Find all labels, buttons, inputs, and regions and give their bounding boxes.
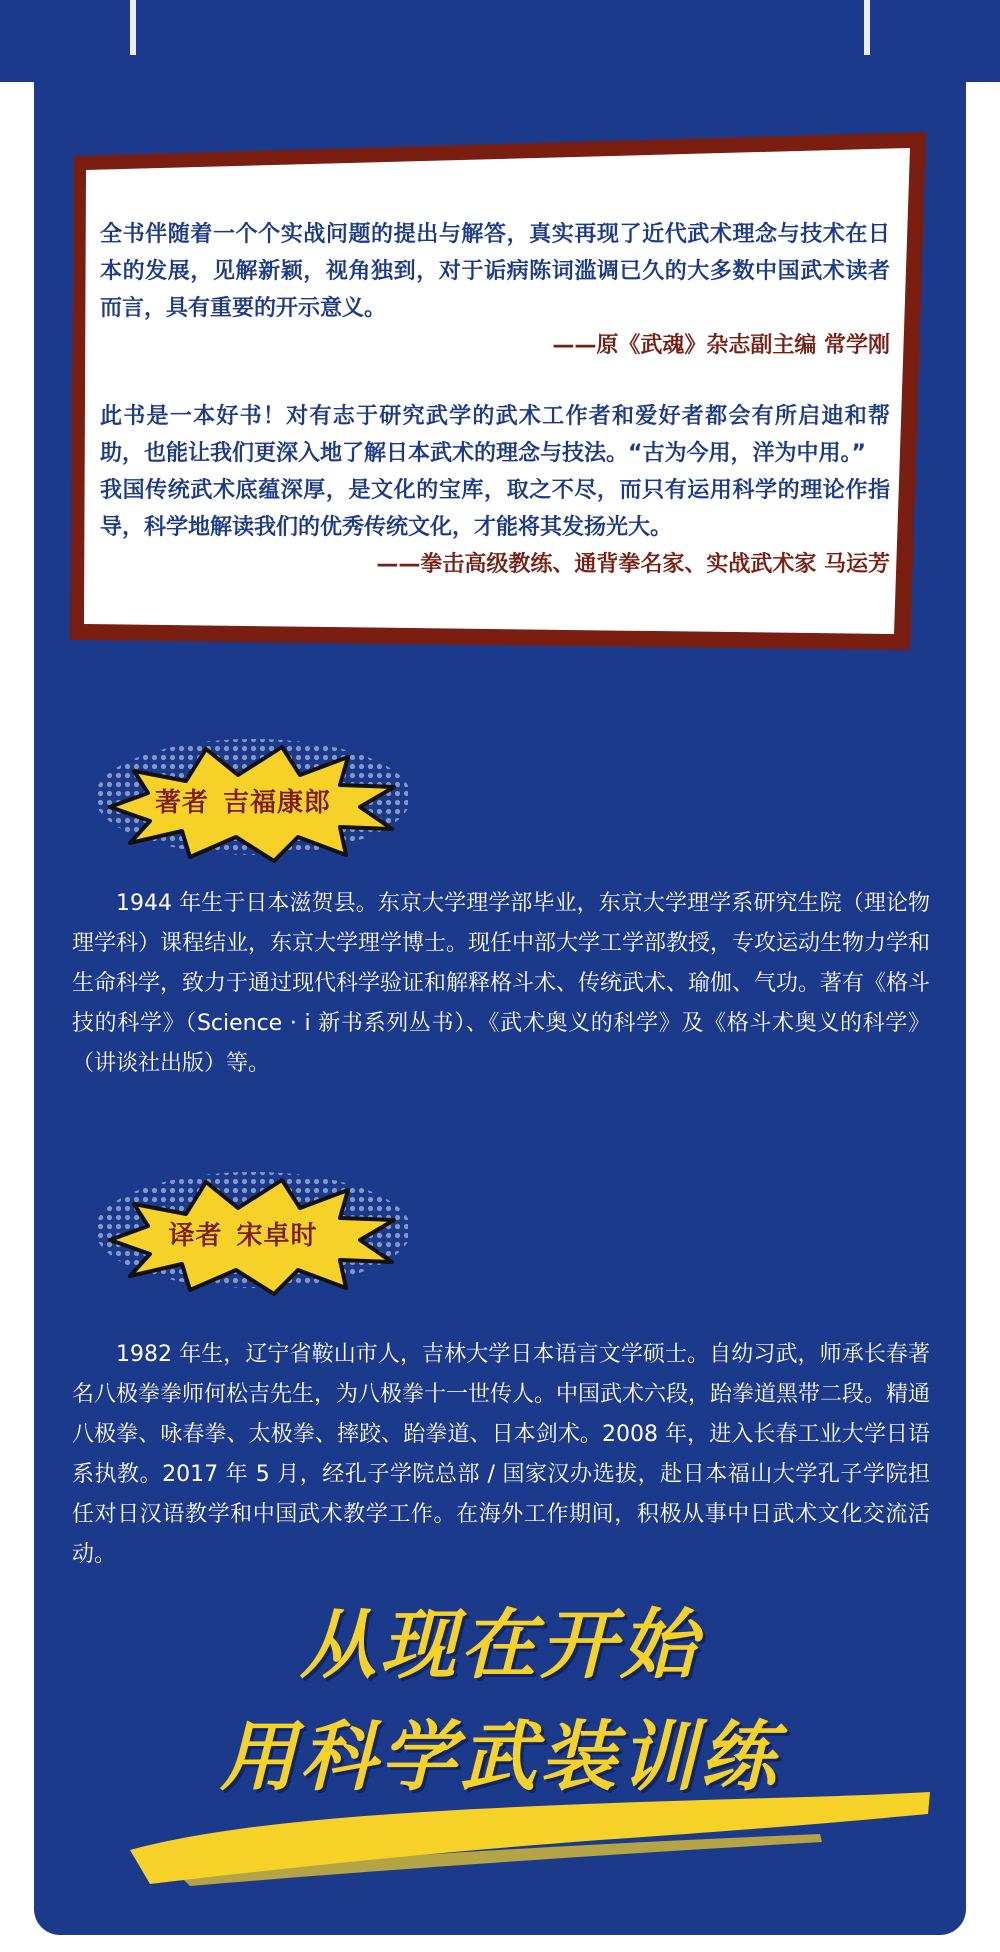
- quote-card: [68, 128, 932, 658]
- slogan-line-1: 从现在开始: [300, 1600, 700, 1689]
- author-name: 吉福康郎: [223, 787, 332, 818]
- author-role: 著者: [154, 787, 209, 818]
- quote-2-paragraph-1: 此书是一本好书！对有志于研究武学的武术工作者和爱好者都会有所启迪和帮助，也能让我们更深入地了解日本武术的理念与技法。“古为今用，洋为中用。”: [100, 404, 890, 466]
- translator-bio: 1982 年生，辽宁省鞍山市人，吉林大学日本语言文学硕士。自幼习武，师承长春著名八极拳拳师何松吉先生，为八极拳十一世传人。中国武术六段，跆拳道黑带二段。精通八极拳、咏春拳、太极拳、摔跤、跆拳道、日本剑术。2008 年，进入长春工业大学日语系执教。2017 年 5 月，经孔子学院总部 / 国家汉办选拔，赴日本福山大学孔子学院担任对日汉语教学和中国武术教学工作。在海外工作期间，积极从事中日武术文化交流活动。: [72, 1342, 931, 1567]
- translator-badge-label: [78, 1168, 408, 1298]
- author-badge: [78, 735, 408, 865]
- quote-text: [100, 216, 890, 583]
- author-badge-label: [78, 735, 408, 865]
- translator-badge: [78, 1168, 408, 1298]
- quote-1-paragraph: 全书伴随着一个个实战问题的提出与解答，真实再现了近代武术理念与技术在日本的发展，见解新颖，视角独到，对于诟病陈词滥调已久的大多数中国武术读者而言，具有重要的开示意义。: [100, 222, 890, 321]
- author-bio: 1944 年生于日本滋贺县。东京大学理学部毕业，东京大学理学系研究生院（理论物理学科）课程结业，东京大学理学博士。现任中部大学工学部教授，专攻运动生物力学和生命科学，致力于通过现代科学验证和解释格斗术、传统武术、瑜伽、气功。著有《格斗技的科学》（Science · i 新书系列丛书）、《武术奥义的科学》及《格斗术奥义的科学》（讲谈社出版）等。: [72, 891, 931, 1076]
- quote-2-paragraph-2: 我国传统武术底蕴深厚，是文化的宝库，取之不尽，而只有运用科学的理论作指导，科学地解读我们的优秀传统文化，才能将其发扬光大。: [100, 478, 890, 540]
- quote-2-source: ——拳击高级教练、通背拳名家、实战武术家 马运芳: [376, 552, 890, 577]
- translator-name: 宋卓时: [236, 1220, 318, 1251]
- translator-role: 译者: [168, 1220, 223, 1251]
- slogan-line-2: 用科学武装训练: [220, 1712, 780, 1801]
- quote-1-source: ——原《武魂》杂志副主编 常学刚: [552, 333, 890, 358]
